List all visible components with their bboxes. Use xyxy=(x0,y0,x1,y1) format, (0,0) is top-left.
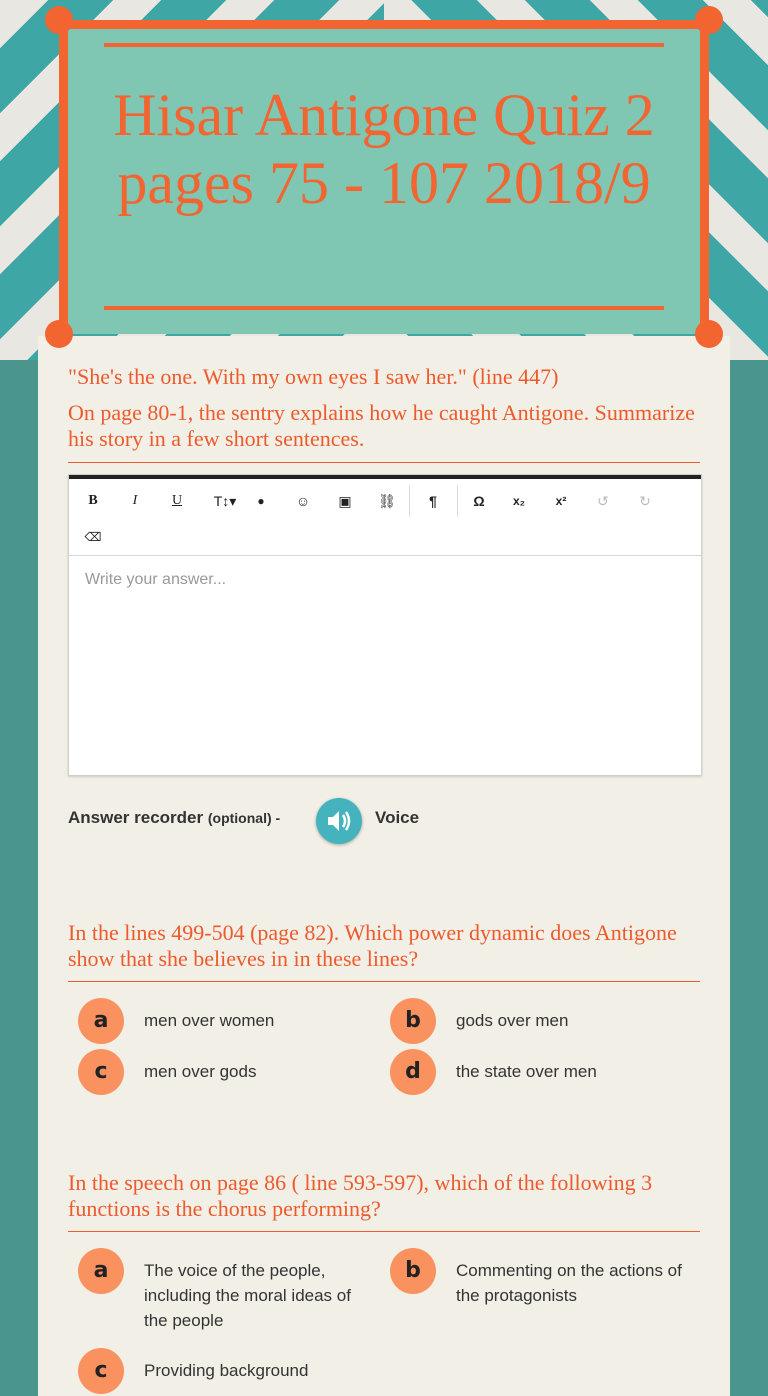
option-letter-bubble[interactable]: b xyxy=(390,998,436,1044)
color-drop-icon[interactable]: ● xyxy=(257,494,265,508)
title-rule-bottom xyxy=(104,306,664,310)
answer-editor xyxy=(68,474,702,776)
option-letter-bubble[interactable]: d xyxy=(390,1049,436,1095)
underline-button[interactable]: U xyxy=(171,493,183,508)
title-card xyxy=(59,20,709,334)
eraser-icon[interactable]: ⌫ xyxy=(84,530,102,544)
question-1-divider xyxy=(68,462,700,463)
title-card-inner xyxy=(68,29,700,334)
corner-ornament xyxy=(45,6,73,34)
option-text: the state over men xyxy=(456,1062,597,1081)
paragraph-direction-icon[interactable]: ¶ xyxy=(429,493,437,509)
corner-ornament xyxy=(695,320,723,348)
option-letter-bubble[interactable]: b xyxy=(390,1248,436,1294)
recorder-label-text: Answer recorder xyxy=(68,808,204,827)
image-icon[interactable]: ▣ xyxy=(338,493,352,509)
text-size-button[interactable]: T↕▾ xyxy=(213,493,237,509)
answer-textarea[interactable]: Write your answer... xyxy=(85,571,227,588)
option-letter-bubble[interactable]: a xyxy=(78,1248,124,1294)
question-1-prompt: On page 80-1, the sentry explains how he caught Antigone. Summarize his story in a few short sentences. xyxy=(68,400,695,451)
option-text: The voice of the people, including the moral ideas of the people xyxy=(144,1261,351,1330)
corner-ornament xyxy=(45,320,73,348)
recorder-optional-text: (optional) - xyxy=(207,810,281,826)
toolbar-separator xyxy=(409,485,410,517)
option-text: gods over men xyxy=(456,1011,569,1030)
option-letter-bubble[interactable]: c xyxy=(78,1049,124,1095)
bold-button[interactable]: B xyxy=(88,493,98,508)
page-title: Hisar Antigone Quiz 2 pages 75 - 107 2018/9 xyxy=(113,82,655,216)
question-1-quote: "She's the one. With my own eyes I saw her." (line 447) xyxy=(68,364,559,389)
corner-ornament xyxy=(695,6,723,34)
option-text: Commenting on the actions of the protagonists xyxy=(456,1261,682,1305)
italic-button[interactable]: I xyxy=(132,493,138,508)
option-text: men over gods xyxy=(144,1062,257,1081)
question-3-prompt: In the speech on page 86 ( line 593-597), which of the following 3 functions is the chorus performing? xyxy=(68,1170,653,1221)
answer-recorder xyxy=(68,798,700,848)
voice-label: Voice xyxy=(375,808,420,827)
question-3-divider xyxy=(68,1231,700,1232)
option-letter-bubble[interactable]: c xyxy=(78,1348,124,1394)
editor-toolbar xyxy=(69,479,701,556)
undo-icon[interactable]: ↺ xyxy=(597,493,609,509)
speaker-icon xyxy=(316,798,362,844)
link-icon[interactable]: ⛓ xyxy=(378,493,396,509)
toolbar-separator xyxy=(457,485,458,517)
redo-icon[interactable]: ↻ xyxy=(639,493,651,509)
worksheet-paper xyxy=(38,336,730,1396)
title-rule-top xyxy=(104,43,664,47)
option-text: men over women xyxy=(144,1011,275,1030)
emoji-icon[interactable]: ☺ xyxy=(295,493,311,509)
recorder-label xyxy=(68,808,280,828)
voice-record-button[interactable] xyxy=(316,798,362,844)
question-2-divider xyxy=(68,981,700,982)
subscript-button[interactable]: x₂ xyxy=(512,494,525,508)
option-text: Providing background xyxy=(144,1361,309,1380)
option-letter-bubble[interactable]: a xyxy=(78,998,124,1044)
superscript-button[interactable]: x² xyxy=(555,494,567,508)
question-2-prompt: In the lines 499-504 (page 82). Which power dynamic does Antigone show that she believes in in these lines? xyxy=(68,920,677,971)
special-character-icon[interactable]: Ω xyxy=(473,493,485,509)
